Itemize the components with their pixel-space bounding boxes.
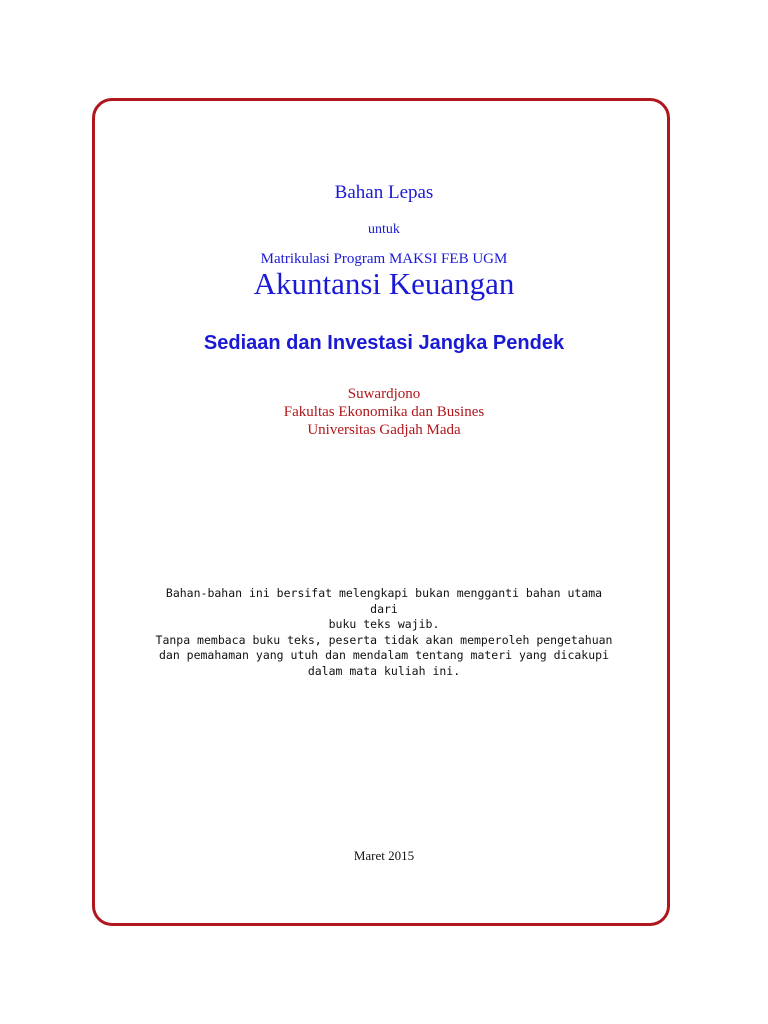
for-label: untuk <box>368 222 400 237</box>
disclaimer-line: Bahan-bahan ini bersifat melengkapi bukan mengganti bahan utama dari <box>165 586 603 616</box>
author-faculty: Fakultas Ekonomika dan Busines <box>283 404 485 420</box>
material-type-label: Bahan Lepas <box>334 182 434 203</box>
program-label: Matrikulasi Program MAKSI FEB UGM <box>260 251 508 267</box>
author-name: Suwardjono <box>347 386 421 402</box>
topic-heading: Sediaan dan Investasi Jangka Pendek <box>203 332 565 354</box>
author-university: Universitas Gadjah Mada <box>307 422 461 438</box>
publication-date: Maret 2015 <box>353 848 415 863</box>
disclaimer-note <box>150 586 618 679</box>
disclaimer-line: Tanpa membaca buku teks, peserta tidak akan memperoleh pengetahuan <box>155 632 613 647</box>
document-title: Akuntansi Keuangan <box>253 266 515 301</box>
disclaimer-line: buku teks wajib. <box>328 617 440 631</box>
disclaimer-line: dalam mata kuliah ini. <box>307 663 461 678</box>
disclaimer-line: dan pemahaman yang utuh dan mendalam tentang materi yang dicakupi <box>158 648 610 662</box>
